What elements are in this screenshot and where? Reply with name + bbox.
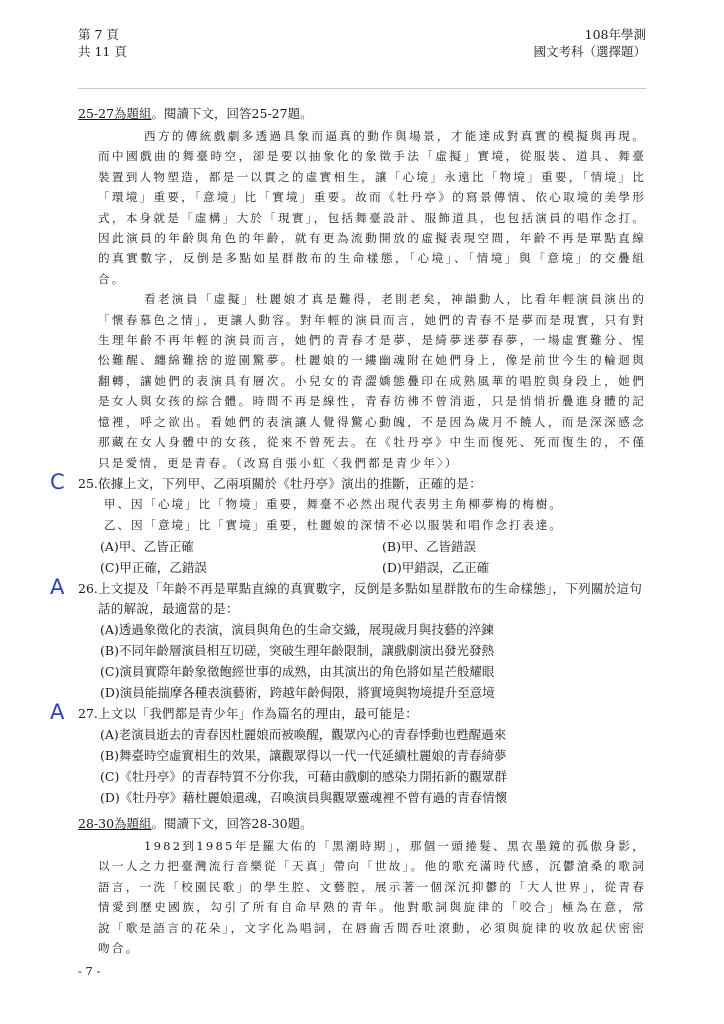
option-b[interactable]: (B)甲、乙皆錯誤 (382, 538, 476, 554)
handwritten-answer-mark: C (50, 469, 65, 494)
passage-paragraph: 看老演員「虛擬」杜麗娘才真是難得，老則老矣，神韻動人，比看年輕演員演出的「懷春慕色之情」，更讓人動容。對年輕的演員而言，她們的青春不是夢而是現實，只有對生理年齡不再年輕的演員而言，她們的青春才是夢，是綺夢迷夢春夢，一場虛實難分、惺忪難醒、纏綿難捨的遊園驚夢。杜麗娘的一縷幽魂附在她們身上，像是前世今生的輪迴與翻轉，讓她們的表演具有層次。小兒女的青澀嬌態疊印在成熟風華的唱腔與身段上，她們是女人與女孩的綜合體。時間不再是線性，青春彷彿不曾消逝，只是悄悄折疊進身體的記憶裡，呼之欲出。看她們的表演讓人覺得驚心動魄，不是因為歲月不饒人，而是深深感念那藏在女人身體中的女孩，從來不曾死去。在《牡丹亭》中生而復死、死而復生的，不僅只是愛情，更是青春。（改寫自張小虹〈我們都是青少年〉） (98, 292, 646, 470)
group-label: 28-30為題組 (78, 815, 152, 831)
passage-paragraph: 西方的傳統戲劇多透過具象而逼真的動作與場景，才能達成對真實的模擬與再現。而中國戲曲的舞臺時空，卻是要以抽象化的象徵手法「虛擬」實境，從服裝、道具、舞臺裝置到人物塑造，都是一以貫之的虛實相生，讓「心境」永遠比「物境」重要，「情境」比「環境」重要，「意境」比「實境」重要。故而《牡丹亭》的寫景傳情、依心取境的美學形式，本身就是「虛構」大於「現實」，包括舞臺設計、服飾道具，也包括演員的唱作念打。因此演員的年齡與角色的年齡，就有更為流動開放的虛擬表現空間，年齡不再是單點直線的真實數字，反倒是多點如星群散布的生命樣態，「心境」、「情境」與「意境」的交疊組合。 (98, 129, 646, 286)
group-intro-25-27 (78, 104, 646, 124)
handwritten-answer-mark: A (50, 699, 65, 724)
statement-jia: 甲、因「心境」比「物境」重要，舞臺不必然出現代表男主角柳夢梅的梅樹。 (104, 496, 563, 511)
question-number: 27. (78, 705, 98, 721)
option-b[interactable]: (B)舞臺時空虛實相生的效果，讓觀眾得以一代一代延續杜麗娘的青春綺夢 (100, 747, 507, 763)
group-instruction: 。閱讀下文，回答28-30題。 (151, 815, 313, 831)
question-stem (78, 704, 646, 724)
exam-body (50, 104, 646, 958)
group-label: 25-27為題組 (78, 106, 152, 121)
options (100, 724, 646, 808)
question-stem (78, 579, 646, 619)
question-26 (50, 574, 646, 703)
group-instruction: 。閱讀下文，回答25-27題。 (151, 106, 313, 121)
exam-name: 108年學測 (584, 27, 646, 42)
question-text: 依據上文，下列甲、乙兩項關於《牡丹亭》演出的推斷，正確的是： (98, 475, 483, 491)
option-d[interactable]: (D)演員能揣摩各種表演藝術，跨越年齡侷限，將實境與物境提升至意境 (100, 684, 495, 700)
question-number: 25. (78, 475, 98, 491)
option-c[interactable]: (C)演員實際年齡象徵飽經世事的成熟，由其演出的角色將如星芒般耀眼 (100, 663, 495, 679)
option-b[interactable]: (B)不同年齡層演員相互切磋，突破生理年齡限制，讓戲劇演出發光發熱 (100, 642, 494, 658)
statement-yi: 乙、因「意境」比「實境」重要，杜麗娘的深情不必以服裝和唱作念打表達。 (104, 517, 563, 532)
question-number: 26. (78, 580, 98, 596)
header-left (78, 26, 127, 60)
subject-name: 國文考科（選擇題） (533, 44, 646, 59)
options (100, 619, 646, 703)
question-stem (78, 474, 646, 494)
header-right (533, 26, 646, 60)
page-total: 共 11 頁 (78, 44, 127, 59)
question-27 (50, 699, 646, 808)
header-divider (78, 88, 646, 89)
option-c[interactable]: (C)甲正確，乙錯誤 (100, 559, 207, 575)
page-footer: - 7 - (78, 964, 101, 978)
page-number: 第 7 頁 (78, 27, 119, 42)
option-d[interactable]: (D)甲錯誤，乙正確 (382, 559, 490, 575)
option-a[interactable]: (A)老演員逝去的青春因杜麗娘而被喚醒，觀眾內心的青春悸動也甦醒過來 (100, 726, 507, 742)
question-25 (50, 469, 646, 578)
handwritten-answer-mark: A (50, 574, 65, 599)
option-a[interactable]: (A)甲、乙皆正確 (100, 538, 194, 554)
option-d[interactable]: (D)《牡丹亭》藉杜麗娘還魂，召喚演員與觀眾靈魂裡不曾有過的青春情懷 (100, 789, 508, 805)
option-a[interactable]: (A)透過象徵化的表演，演員與角色的生命交織，展現歲月與技藝的淬鍊 (100, 621, 494, 637)
question-text: 上文以「我們都是青少年」作為篇名的理由，最可能是： (98, 705, 419, 721)
question-text: 上文提及「年齡不再是單點直線的真實數字，反倒是多點如星群散布的生命樣態」，下列關於這句話的解說，最適當的是： (98, 580, 643, 616)
passage-paragraph: 1982到1985年是羅大佑的「黑潮時期」，那個一頭捲髮、黑衣墨鏡的孤傲身影，以一人之力把臺灣流行音樂從「天真」帶向「世故」。他的歌充滿時代感，沉鬱滄桑的歌詞語言，一洗「校園民歌」的學生腔、文藝腔，展示著一個深沉抑鬱的「大人世界」，從青春情愛到歷史國族，勾引了所有自命早熟的青年。他對歌詞與旋律的「咬合」極為在意，常說「歌是語言的花朵」，文字化為唱詞，在唇齒舌間吞吐滾動，必須與旋律的收放起伏密密吻合。 (98, 838, 646, 955)
option-c[interactable]: (C)《牡丹亭》的青春特質不分你我，可藉由戲劇的感染力開拓新的觀眾群 (100, 768, 507, 784)
options (100, 536, 646, 578)
group-intro-28-30 (78, 814, 646, 834)
